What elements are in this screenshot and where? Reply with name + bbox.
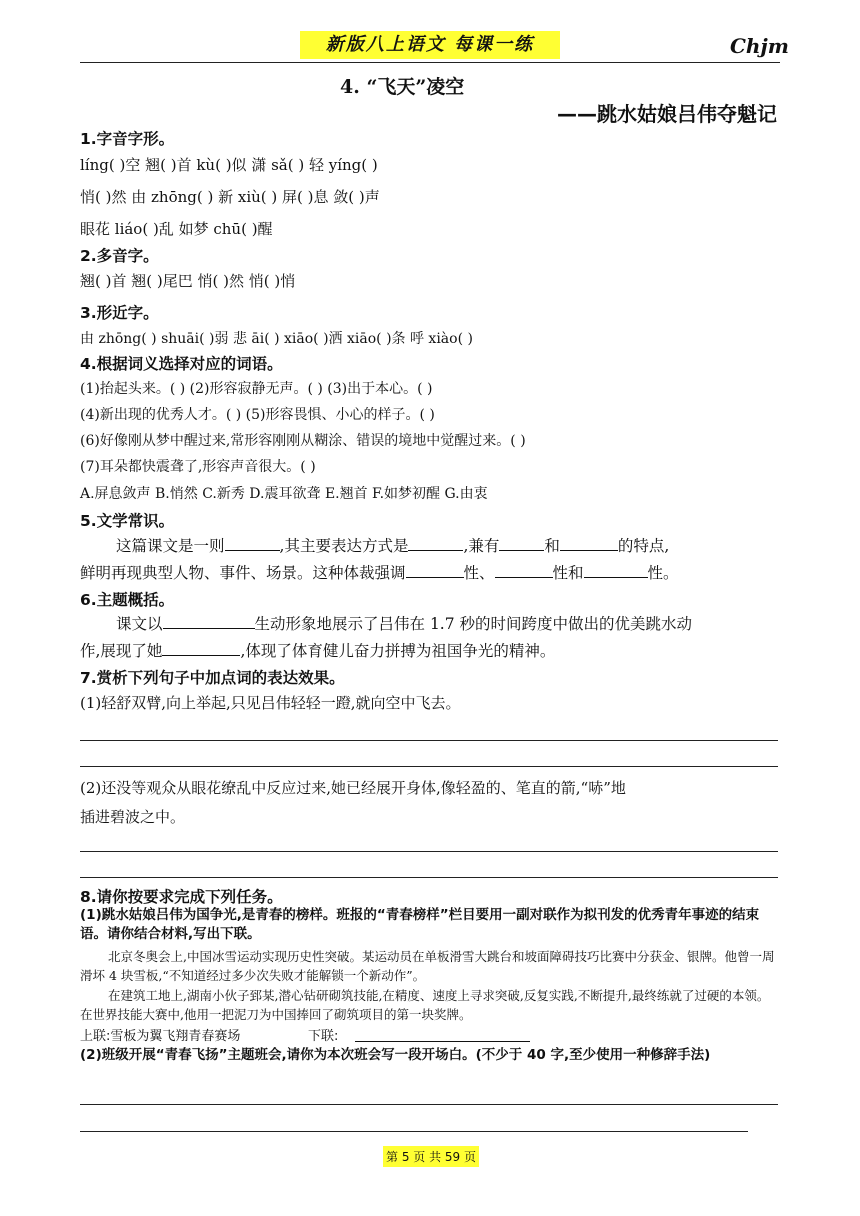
q4-row-1: (1)抬起头来。( ) (2)形容寂静无声。( ) (3)出于本心。( ) (80, 381, 433, 397)
q1-heading: 1.字音字形。 (80, 130, 175, 148)
q7-sentence-1: (1)轻舒双臂,向上举起,只见吕伟轻轻一蹬,就向空中飞去。 (80, 694, 461, 712)
q5-paragraph: 这篇课文是一则 ,其主要表达方式是 ,兼有 和 的特点, 鲜明再现典型人物、事件、场景。这种体裁强调 性、 性和 性。 (80, 537, 679, 582)
blank[interactable] (163, 613, 255, 629)
q1-row-1: líng( )空 翘( )首 kù( )似 潇 sǎ( ) 轻 yíng( ) (80, 156, 378, 174)
lesson-title: 4. “飞天”凌空 (340, 76, 465, 98)
blank[interactable] (225, 535, 280, 551)
q1-row-3: 眼花 liáo( )乱 如梦 chū( )醒 (80, 220, 273, 238)
q8-heading: 8.请你按要求完成下列任务。 (80, 888, 283, 906)
q8-task-2: (2)班级开展“青春飞扬”主题班会,请你为本次班会写一段开场白。(不少于 40 字,至少使用一种修辞手法) (80, 1047, 711, 1063)
answer-line[interactable] (80, 740, 778, 741)
answer-line[interactable] (80, 1104, 778, 1105)
page-number: 第 5 页 共 59 页 (383, 1146, 479, 1167)
q8-material-2: 在建筑工地上,湖南小伙子郅某,潜心钻研砌筑技能,在精度、速度上寻求突破,反复实践,不断提升,最终练就了过硬的本领。在世界技能大赛中,他用一把泥刀为中国捧回了砌筑项目的第一块奖牌。 (80, 988, 770, 1022)
q3-heading: 3.形近字。 (80, 304, 159, 322)
q7-sentence-2a: (2)还没等观众从眼花缭乱中反应过来,她已经展开身体,像轻盈的、笔直的箭,“哧”地 (80, 779, 626, 797)
answer-line[interactable] (80, 1131, 748, 1132)
couplet-lower-blank[interactable] (355, 1041, 530, 1042)
q4-row-4: (7)耳朵都快震聋了,形容声音很大。( ) (80, 459, 316, 475)
q4-row-2: (4)新出现的优秀人才。( ) (5)形容畏惧、小心的样子。( ) (80, 407, 435, 423)
q8-material-1: 北京冬奥会上,中国冰雪运动实现历史性突破。某运动员在单板滑雪大跳台和坡面障碍技巧比赛中分获金、银牌。他曾一周滑坏 4 块雪板,“不知道经过多少次失败才能解锁一个新动作”。 (80, 949, 775, 983)
blank[interactable] (495, 562, 553, 578)
q6-heading: 6.主题概括。 (80, 591, 175, 609)
q4-heading: 4.根据词义选择对应的词语。 (80, 355, 283, 373)
q2-row: 翘( )首 翘( )尾巴 悄( )然 悄( )悄 (80, 272, 296, 290)
blank[interactable] (162, 640, 240, 656)
answer-line[interactable] (80, 766, 778, 767)
q2-heading: 2.多音字。 (80, 247, 159, 265)
couplet-upper: 上联:雪板为翼飞翔青春赛场 (80, 1029, 241, 1044)
answer-line[interactable] (80, 851, 778, 852)
blank[interactable] (584, 562, 648, 578)
q5-heading: 5.文学常识。 (80, 512, 175, 530)
lesson-subtitle: ——跳水姑娘吕伟夺魁记 (557, 102, 777, 126)
blank[interactable] (406, 562, 464, 578)
q4-options: A.屏息敛声 B.悄然 C.新秀 D.震耳欲聋 E.翘首 F.如梦初醒 G.由衷 (80, 486, 488, 502)
q7-sentence-2b: 插进碧波之中。 (80, 808, 186, 826)
couplet-lower-label: 下联: (308, 1029, 339, 1044)
header-divider (80, 62, 780, 63)
header-logo: Chjm (730, 34, 789, 58)
blank[interactable] (408, 535, 463, 551)
q6-paragraph: 课文以 生动形象地展示了吕伟在 1.7 秒的时间跨度中做出的优美跳水动 作,展现了她 ,体现了体育健儿奋力拼搏为祖国争光的精神。 (80, 615, 693, 660)
blank[interactable] (560, 535, 618, 551)
q4-row-3: (6)好像刚从梦中醒过来,常形容刚刚从糊涂、错误的境地中觉醒过来。( ) (80, 433, 526, 449)
blank[interactable] (499, 535, 544, 551)
q8-task-1: (1)跳水姑娘吕伟为国争光,是青春的榜样。班报的“青春榜样”栏目要用一副对联作为拟刊发的优秀青年事迹的结束语。请你结合材料,写出下联。 (80, 907, 760, 942)
header-title: 新版八上语文 每课一练 (300, 31, 560, 59)
q3-row: 由 zhōng( ) shuāi( )弱 悲 āi( ) xiāo( )洒 xiāo( )条 呼 xiào( ) (80, 331, 473, 347)
q7-heading: 7.赏析下列句子中加点词的表达效果。 (80, 669, 345, 687)
q1-row-2: 悄( )然 由 zhōng( ) 新 xiù( ) 屏( )息 敛( )声 (80, 188, 380, 206)
answer-line[interactable] (80, 877, 778, 878)
